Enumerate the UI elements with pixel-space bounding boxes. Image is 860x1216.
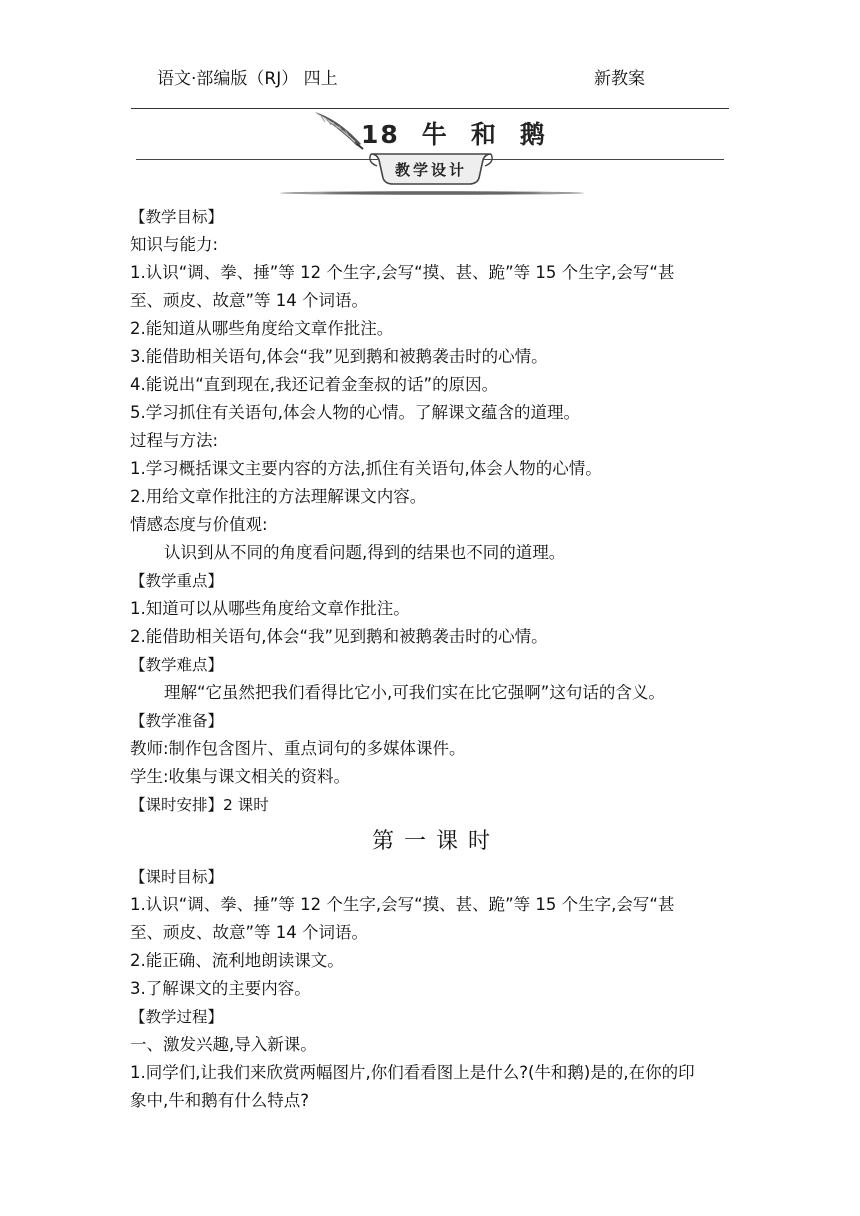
section-tag: 【教学准备】 xyxy=(130,712,224,730)
text-line: 1.认识“调、拳、捶”等 12 个生字,会写“摸、甚、跪”等 15 个生字,会写“甚 xyxy=(130,895,675,914)
text-line: 1.认识“调、拳、捶”等 12 个生字,会写“摸、甚、跪”等 15 个生字,会写“甚 xyxy=(130,263,675,282)
text-line: 至、顽皮、故意”等 14 个词语。 xyxy=(130,291,369,310)
text-line: 3.能借助相关语句,体会“我”见到鹅和被鹅袭击时的心情。 xyxy=(130,347,548,366)
section-tag: 【教学过程】 xyxy=(130,1008,224,1026)
section-tag: 【教学重点】 xyxy=(130,572,224,590)
quill-icon xyxy=(313,110,365,150)
text-line: 认识到从不同的角度看问题,得到的结果也不同的道理。 xyxy=(164,543,566,562)
text-line: 4.能说出“直到现在,我还记着金奎叔的话”的原因。 xyxy=(130,375,499,394)
text-line: 一、激发兴趣,导入新课。 xyxy=(130,1035,317,1054)
lesson-title xyxy=(361,115,547,151)
lesson-number: 18 xyxy=(361,120,400,149)
text-line: 情感态度与价值观: xyxy=(130,515,268,534)
text-line: 过程与方法: xyxy=(130,431,219,450)
banner-underline xyxy=(279,190,585,196)
title-char: 和 xyxy=(470,120,498,149)
section-banner xyxy=(367,152,495,186)
title-char: 鹅 xyxy=(519,120,547,149)
text-line: 教师:制作包含图片、重点词句的多媒体课件。 xyxy=(130,739,466,758)
section-tag: 【课时安排】2 课时 xyxy=(130,796,269,814)
header-tag: 新教案 xyxy=(594,69,645,89)
section-tag: 【教学目标】 xyxy=(130,208,224,226)
page-header xyxy=(157,64,677,90)
section-tag: 【教学难点】 xyxy=(130,656,224,674)
text-line: 象中,牛和鹅有什么特点? xyxy=(130,1091,310,1110)
text-line: 1.知道可以从哪些角度给文章作批注。 xyxy=(130,599,410,618)
text-line: 理解“它虽然把我们看得比它小,可我们实在比它强啊”这句话的含义。 xyxy=(164,683,665,702)
text-line: 知识与能力: xyxy=(130,235,219,254)
section-tag: 【课时目标】 xyxy=(130,868,224,886)
text-line: 至、顽皮、故意”等 14 个词语。 xyxy=(130,923,369,942)
text-line: 5.学习抓住有关语句,体会人物的心情。了解课文蕴含的道理。 xyxy=(130,403,580,422)
text-line: 2.用给文章作批注的方法理解课文内容。 xyxy=(130,487,427,506)
text-line: 2.能知道从哪些角度给文章作批注。 xyxy=(130,319,394,338)
lesson-plan-body xyxy=(130,203,734,1115)
lesson-period-heading: 第一课时 xyxy=(371,829,500,854)
header-divider xyxy=(131,108,729,109)
text-line: 1.学习概括课文主要内容的方法,抓住有关语句,体会人物的心情。 xyxy=(130,459,602,478)
lesson-title-block xyxy=(131,110,729,200)
header-subject: 语文·部编版（RJ） 四上 xyxy=(157,69,338,89)
text-line: 2.能正确、流利地朗读课文。 xyxy=(130,951,344,970)
text-line: 3.了解课文的主要内容。 xyxy=(130,979,311,998)
text-line: 1.同学们,让我们来欣赏两幅图片,你们看看图上是什么?(牛和鹅)是的,在你的印 xyxy=(130,1063,695,1082)
banner-text: 教学设计 xyxy=(394,161,468,179)
text-line: 学生:收集与课文相关的资料。 xyxy=(130,767,351,786)
text-line: 2.能借助相关语句,体会“我”见到鹅和被鹅袭击时的心情。 xyxy=(130,627,548,646)
title-char: 牛 xyxy=(421,120,449,149)
